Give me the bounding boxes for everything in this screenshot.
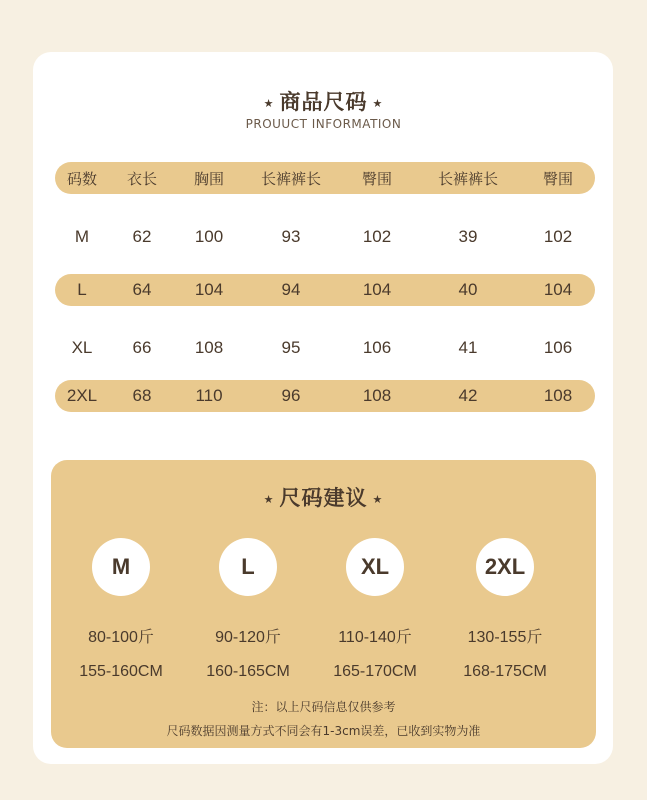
header-hip-2: 臀围 <box>542 169 573 188</box>
cell-pants-length-2: 42 <box>458 386 478 405</box>
cell-pants-length: 94 <box>281 280 301 299</box>
cell-hip-2: 108 <box>543 386 573 405</box>
suggestion-item-l <box>178 538 318 681</box>
height-range: 168-175CM <box>463 663 547 680</box>
star-icon: ★ <box>263 492 275 506</box>
size-circle-badge: L <box>219 538 277 596</box>
cell-pants-length-2: 40 <box>458 280 478 299</box>
measurement-note: 尺码数据因测量方式不同会有1-3cm误差，已收到实物为准 <box>166 724 481 738</box>
header-size: 码数 <box>66 169 97 188</box>
cell-pants-length: 96 <box>281 386 301 405</box>
size-suggestion-panel <box>51 460 596 748</box>
size-suggestion-title: ★ 尺码建议 ★ <box>263 486 384 510</box>
size-chart-title: ★ 商品尺码 ★ <box>263 90 384 114</box>
cell-hip: 108 <box>362 386 392 405</box>
size-chart-subtitle: PROUUCT INFORMATION <box>245 117 402 131</box>
height-range: 165-170CM <box>333 663 417 680</box>
size-circle-badge: 2XL <box>476 538 534 596</box>
star-icon: ★ <box>372 96 384 110</box>
cell-size: L <box>77 280 87 299</box>
cell-chest: 104 <box>194 280 224 299</box>
cell-hip-2: 106 <box>543 338 573 357</box>
cell-hip: 104 <box>362 280 392 299</box>
weight-range: 90-120斤 <box>215 629 281 646</box>
size-circle-badge: M <box>92 538 150 596</box>
cell-length: 68 <box>132 386 152 405</box>
cell-hip: 102 <box>362 227 392 246</box>
header-pants-length: 长裤裤长 <box>260 169 321 188</box>
cell-chest: 110 <box>195 386 223 405</box>
weight-range: 130-155斤 <box>467 629 543 646</box>
size-circle-badge: XL <box>346 538 404 596</box>
disclaimer-note: 注：以上尺码信息仅供参考 <box>251 700 396 714</box>
cell-size: XL <box>71 338 93 357</box>
weight-range: 110-140斤 <box>338 629 412 646</box>
cell-pants-length: 95 <box>281 338 301 357</box>
table-row <box>55 332 595 364</box>
cell-pants-length-2: 41 <box>458 338 478 357</box>
header-pants-length-2: 长裤裤长 <box>437 169 498 188</box>
header-chest: 胸围 <box>193 169 224 188</box>
cell-length: 66 <box>132 338 152 357</box>
suggestion-item-m <box>51 538 191 681</box>
cell-pants-length: 93 <box>281 227 301 246</box>
header-length: 衣长 <box>126 169 157 188</box>
height-range: 155-160CM <box>79 663 163 680</box>
weight-range: 80-100斤 <box>88 629 154 646</box>
cell-chest: 100 <box>194 227 224 246</box>
star-icon: ★ <box>263 96 275 110</box>
height-range: 160-165CM <box>206 663 290 680</box>
cell-hip: 106 <box>362 338 392 357</box>
cell-length: 62 <box>132 227 152 246</box>
suggestion-item-xl <box>305 538 445 681</box>
header-hip: 臀围 <box>361 169 392 188</box>
cell-hip-2: 104 <box>543 280 573 299</box>
cell-size: M <box>74 227 90 246</box>
cell-pants-length-2: 39 <box>458 227 478 246</box>
table-header-row <box>55 162 595 194</box>
star-icon: ★ <box>372 492 384 506</box>
table-row <box>55 221 595 253</box>
cell-length: 64 <box>132 280 152 299</box>
cell-size: 2XL <box>66 386 98 405</box>
table-row <box>55 274 595 306</box>
cell-hip-2: 102 <box>543 227 573 246</box>
cell-chest: 108 <box>194 338 224 357</box>
suggestion-item-2xl <box>435 538 575 681</box>
table-row <box>55 380 595 412</box>
